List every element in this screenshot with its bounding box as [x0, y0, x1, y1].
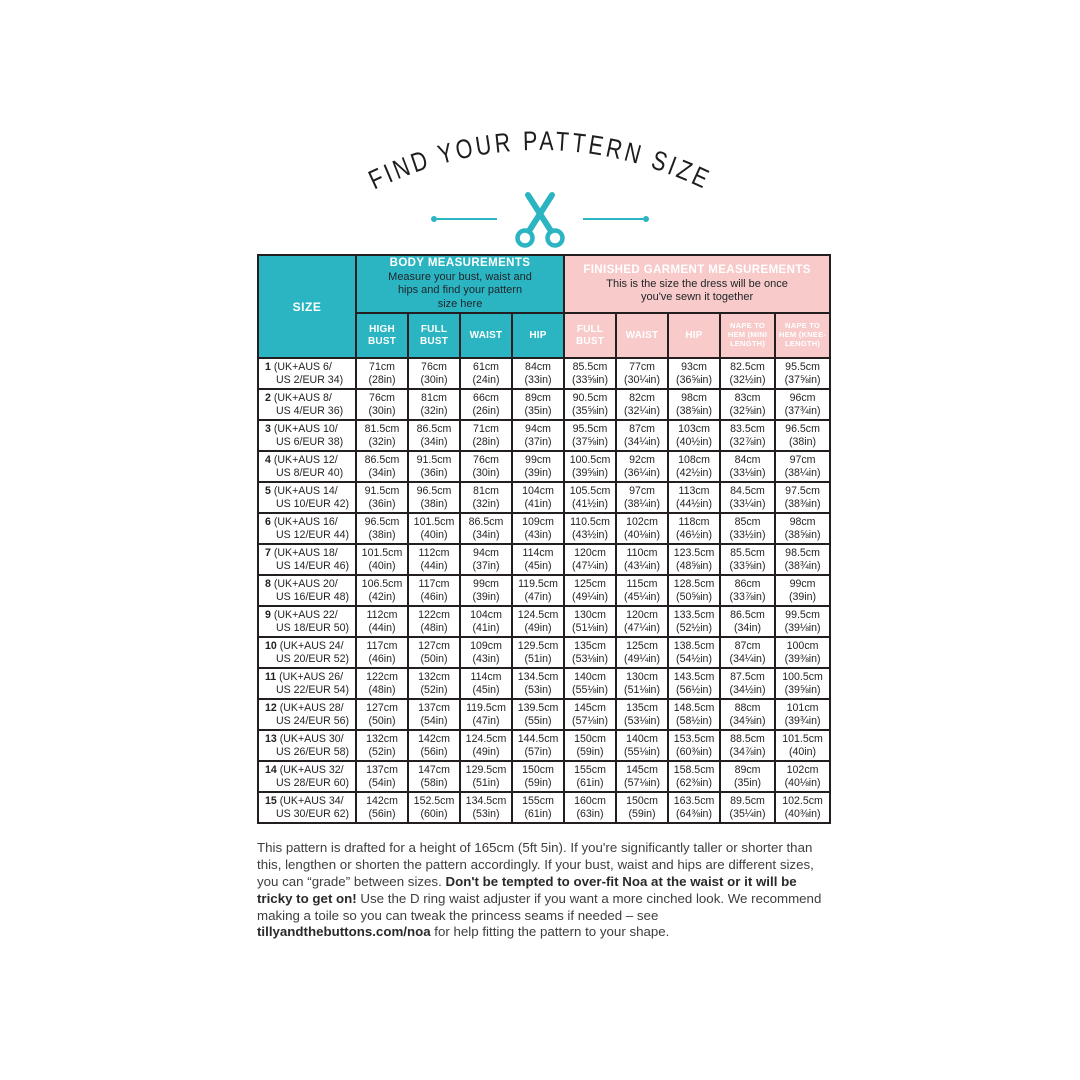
measurement-cell: 158.5cm (62⅜in): [668, 761, 720, 792]
measurement-cell: 103cm (40½in): [668, 420, 720, 451]
measurement-cell: 91.5cm (36in): [408, 451, 460, 482]
measurement-cell: 82cm (32¼in): [616, 389, 668, 420]
footnote-text-2: Use the D ring waist adjuster if you want a more cinched look. We recommend making a toile so you can tweak the princess seams if needed – see: [257, 890, 822, 923]
measurement-cell: 105.5cm (41½in): [564, 482, 616, 513]
measurement-cell: 140cm (55⅛in): [564, 668, 616, 699]
measurement-cell: 86.5cm (34in): [408, 420, 460, 451]
measurement-cell: 66cm (26in): [460, 389, 512, 420]
measurement-cell: 122cm (48in): [408, 606, 460, 637]
measurement-cell: 96.5cm (38in): [775, 420, 830, 451]
col-header-high-bust: HIGH BUST: [356, 313, 408, 358]
measurement-cell: 81.5cm (32in): [356, 420, 408, 451]
measurement-cell: 138.5cm (54½in): [668, 637, 720, 668]
measurement-cell: 95.5cm (37⅝in): [564, 420, 616, 451]
measurement-cell: 142cm (56in): [408, 730, 460, 761]
measurement-cell: 137cm (54in): [408, 699, 460, 730]
col-header-nape-knee: NAPE TO HEM (KNEE-LENGTH): [775, 313, 830, 358]
measurement-cell: 87cm (34¼in): [720, 637, 775, 668]
measurement-cell: 97cm (38¼in): [616, 482, 668, 513]
measurement-cell: 88cm (34⅝in): [720, 699, 775, 730]
body-group-subtitle: Measure your bust, waist and hips and find your pattern size here: [388, 271, 532, 310]
garment-group-title: FINISHED GARMENT MEASUREMENTS: [583, 263, 811, 276]
size-label: 1 (UK+AUS 6/ US 2/EUR 34): [258, 358, 356, 389]
scissors-icon: [513, 190, 567, 248]
divider-dot-right: [643, 216, 649, 222]
measurement-cell: 90.5cm (35⅝in): [564, 389, 616, 420]
measurement-cell: 101.5cm (40in): [775, 730, 830, 761]
divider-line-right: [583, 218, 643, 220]
measurement-cell: 114cm (45in): [512, 544, 564, 575]
measurement-cell: 84cm (33⅛in): [720, 451, 775, 482]
footnote-bold-warning: Don't be tempted to over-fit Noa at the waist or it will be tricky to get on!: [257, 873, 797, 906]
measurement-cell: 124.5cm (49in): [512, 606, 564, 637]
measurement-cell: 84cm (33in): [512, 358, 564, 389]
measurement-cell: 85.5cm (33⅝in): [564, 358, 616, 389]
measurement-cell: 104cm (41in): [512, 482, 564, 513]
table-row: [258, 420, 830, 451]
footnote-link-text: tillyandthebuttons.com/noa: [257, 924, 431, 940]
size-label: 9 (UK+AUS 22/ US 18/EUR 50): [258, 606, 356, 637]
table-row: [258, 358, 830, 389]
measurement-cell: 147cm (58in): [408, 761, 460, 792]
measurement-cell: 99cm (39in): [775, 575, 830, 606]
measurement-cell: 152.5cm (60in): [408, 792, 460, 823]
measurement-cell: 95.5cm (37⅝in): [775, 358, 830, 389]
size-label: 13 (UK+AUS 30/ US 26/EUR 58): [258, 730, 356, 761]
measurement-cell: 123.5cm (48⅝in): [668, 544, 720, 575]
measurement-cell: 130cm (51⅛in): [616, 668, 668, 699]
measurement-cell: 86.5cm (34in): [356, 451, 408, 482]
measurement-cell: 101.5cm (40in): [356, 544, 408, 575]
table-row: [258, 544, 830, 575]
measurement-cell: 71cm (28in): [356, 358, 408, 389]
measurement-cell: 125cm (49¼in): [564, 575, 616, 606]
measurement-cell: 110cm (43¼in): [616, 544, 668, 575]
measurement-cell: 113cm (44½in): [668, 482, 720, 513]
measurement-cell: 129.5cm (51in): [460, 761, 512, 792]
size-label: 5 (UK+AUS 14/ US 10/EUR 42): [258, 482, 356, 513]
garment-group-subtitle: This is the size the dress will be once you've sewn it together: [606, 277, 788, 303]
page-title: [364, 112, 720, 198]
measurement-cell: 89cm (35in): [512, 389, 564, 420]
measurement-cell: 98cm (38⅝in): [668, 389, 720, 420]
measurement-cell: 97.5cm (38⅜in): [775, 482, 830, 513]
size-label: 11 (UK+AUS 26/ US 22/EUR 54): [258, 668, 356, 699]
measurement-cell: 144.5cm (57in): [512, 730, 564, 761]
table-row: [258, 792, 830, 823]
measurement-cell: 102.5cm (40⅜in): [775, 792, 830, 823]
measurement-cell: 135cm (53⅛in): [564, 637, 616, 668]
measurement-cell: 86.5cm (34in): [720, 606, 775, 637]
measurement-cell: 145cm (57⅛in): [616, 761, 668, 792]
measurement-cell: 125cm (49¼in): [616, 637, 668, 668]
measurement-cell: 99.5cm (39⅛in): [775, 606, 830, 637]
measurement-cell: 155cm (61in): [512, 792, 564, 823]
measurement-cell: 133.5cm (52½in): [668, 606, 720, 637]
measurement-cell: 77cm (30¼in): [616, 358, 668, 389]
col-header-g-hip: HIP: [668, 313, 720, 358]
measurement-cell: 150cm (59in): [616, 792, 668, 823]
measurement-cell: 71cm (28in): [460, 420, 512, 451]
col-header-g-waist: WAIST: [616, 313, 668, 358]
measurement-cell: 97cm (38¼in): [775, 451, 830, 482]
measurement-cell: 101.5cm (40in): [408, 513, 460, 544]
measurement-cell: 86.5cm (34in): [460, 513, 512, 544]
measurement-cell: 119.5cm (47in): [512, 575, 564, 606]
measurement-cell: 150cm (59in): [564, 730, 616, 761]
size-label: 7 (UK+AUS 18/ US 14/EUR 46): [258, 544, 356, 575]
measurement-cell: 160cm (63in): [564, 792, 616, 823]
measurement-cell: 83.5cm (32⅞in): [720, 420, 775, 451]
measurement-cell: 100.5cm (39⅝in): [564, 451, 616, 482]
measurement-cell: 76cm (30in): [460, 451, 512, 482]
measurement-cell: 98cm (38⅝in): [775, 513, 830, 544]
measurement-cell: 118cm (46½in): [668, 513, 720, 544]
measurement-cell: 88.5cm (34⅞in): [720, 730, 775, 761]
measurement-cell: 98.5cm (38¾in): [775, 544, 830, 575]
measurement-cell: 85.5cm (33⅝in): [720, 544, 775, 575]
measurement-cell: 82.5cm (32½in): [720, 358, 775, 389]
measurement-cell: 100.5cm (39⅝in): [775, 668, 830, 699]
svg-text:FIND YOUR PATTERN SIZE: FIND YOUR PATTERN SIZE: [364, 125, 720, 198]
table-row: [258, 389, 830, 420]
table-row: [258, 761, 830, 792]
measurement-cell: 87cm (34¼in): [616, 420, 668, 451]
measurement-cell: 130cm (51⅛in): [564, 606, 616, 637]
garment-measurements-header: [564, 255, 830, 313]
body-group-title: BODY MEASUREMENTS: [389, 257, 531, 270]
measurement-cell: 143.5cm (56½in): [668, 668, 720, 699]
measurement-cell: 102cm (40⅛in): [775, 761, 830, 792]
measurement-cell: 115cm (45¼in): [616, 575, 668, 606]
measurement-cell: 120cm (47¼in): [564, 544, 616, 575]
measurement-cell: 112cm (44in): [408, 544, 460, 575]
measurement-cell: 148.5cm (58½in): [668, 699, 720, 730]
measurement-cell: 94cm (37in): [512, 420, 564, 451]
measurement-cell: 106.5cm (42in): [356, 575, 408, 606]
measurement-cell: 76cm (30in): [408, 358, 460, 389]
measurement-cell: 89cm (35in): [720, 761, 775, 792]
measurement-cell: 150cm (59in): [512, 761, 564, 792]
table-row: [258, 575, 830, 606]
measurement-cell: 135cm (53⅛in): [616, 699, 668, 730]
measurement-cell: 104cm (41in): [460, 606, 512, 637]
measurement-cell: 61cm (24in): [460, 358, 512, 389]
size-label: 2 (UK+AUS 8/ US 4/EUR 36): [258, 389, 356, 420]
measurement-cell: 128.5cm (50⅝in): [668, 575, 720, 606]
measurement-cell: 84.5cm (33¼in): [720, 482, 775, 513]
body-measurements-header: [356, 255, 564, 313]
measurement-cell: 81cm (32in): [408, 389, 460, 420]
table-row: [258, 606, 830, 637]
measurement-cell: 87.5cm (34½in): [720, 668, 775, 699]
measurement-cell: 109cm (43in): [512, 513, 564, 544]
table-row: [258, 637, 830, 668]
measurement-cell: 109cm (43in): [460, 637, 512, 668]
size-label: 3 (UK+AUS 10/ US 6/EUR 38): [258, 420, 356, 451]
measurement-cell: 86cm (33⅞in): [720, 575, 775, 606]
measurement-cell: 96cm (37¾in): [775, 389, 830, 420]
measurement-cell: 76cm (30in): [356, 389, 408, 420]
measurement-cell: 124.5cm (49in): [460, 730, 512, 761]
measurement-cell: 122cm (48in): [356, 668, 408, 699]
measurement-cell: 89.5cm (35¼in): [720, 792, 775, 823]
measurement-cell: 117cm (46in): [356, 637, 408, 668]
measurement-cell: 145cm (57⅛in): [564, 699, 616, 730]
group-header-row: [258, 255, 830, 313]
measurement-cell: 94cm (37in): [460, 544, 512, 575]
measurement-cell: 155cm (61in): [564, 761, 616, 792]
measurement-cell: 139.5cm (55in): [512, 699, 564, 730]
col-header-hip: HIP: [512, 313, 564, 358]
measurement-cell: 153.5cm (60⅜in): [668, 730, 720, 761]
table-row: [258, 699, 830, 730]
measurement-cell: 134.5cm (53in): [512, 668, 564, 699]
measurement-cell: 132cm (52in): [356, 730, 408, 761]
measurement-cell: 91.5cm (36in): [356, 482, 408, 513]
table-row: [258, 730, 830, 761]
measurement-cell: 132cm (52in): [408, 668, 460, 699]
divider-line-left: [437, 218, 497, 220]
col-header-full-bust: FULL BUST: [408, 313, 460, 358]
size-label: 4 (UK+AUS 12/ US 8/EUR 40): [258, 451, 356, 482]
measurement-cell: 127cm (50in): [356, 699, 408, 730]
size-chart-table: [257, 254, 831, 824]
measurement-cell: 99cm (39in): [460, 575, 512, 606]
size-label: 14 (UK+AUS 32/ US 28/EUR 60): [258, 761, 356, 792]
measurement-cell: 112cm (44in): [356, 606, 408, 637]
table-row: [258, 482, 830, 513]
col-header-waist: WAIST: [460, 313, 512, 358]
footnote: [257, 840, 823, 941]
size-label: 15 (UK+AUS 34/ US 30/EUR 62): [258, 792, 356, 823]
table-row: [258, 451, 830, 482]
measurement-cell: 108cm (42½in): [668, 451, 720, 482]
measurement-cell: 85cm (33½in): [720, 513, 775, 544]
measurement-cell: 83cm (32⅝in): [720, 389, 775, 420]
measurement-cell: 101cm (39¾in): [775, 699, 830, 730]
measurement-cell: 120cm (47¼in): [616, 606, 668, 637]
col-header-g-full-bust: FULL BUST: [564, 313, 616, 358]
measurement-cell: 137cm (54in): [356, 761, 408, 792]
table-row: [258, 668, 830, 699]
footnote-text-1: This pattern is drafted for a height of 165cm (5ft 5in). If you're significantly taller or shorter than this, lengthen or shorten the pattern accordingly. If your bust, waist and hips are different sizes, you can “grade” between sizes.: [257, 840, 814, 889]
measurement-cell: 117cm (46in): [408, 575, 460, 606]
size-label: 10 (UK+AUS 24/ US 20/EUR 52): [258, 637, 356, 668]
measurement-cell: 81cm (32in): [460, 482, 512, 513]
size-table-body: [258, 358, 830, 823]
size-label: 8 (UK+AUS 20/ US 16/EUR 48): [258, 575, 356, 606]
measurement-cell: 140cm (55⅛in): [616, 730, 668, 761]
measurement-cell: 102cm (40⅛in): [616, 513, 668, 544]
measurement-cell: 127cm (50in): [408, 637, 460, 668]
size-column-header: SIZE: [258, 255, 356, 358]
measurement-cell: 134.5cm (53in): [460, 792, 512, 823]
measurement-cell: 93cm (36⅝in): [668, 358, 720, 389]
footnote-text-3: for help fitting the pattern to your shape.: [430, 924, 670, 940]
measurement-cell: 163.5cm (64⅜in): [668, 792, 720, 823]
measurement-cell: 96.5cm (38in): [356, 513, 408, 544]
measurement-cell: 129.5cm (51in): [512, 637, 564, 668]
measurement-cell: 99cm (39in): [512, 451, 564, 482]
measurement-cell: 96.5cm (38in): [408, 482, 460, 513]
table-row: [258, 513, 830, 544]
col-header-nape-mini: NAPE TO HEM (MINI LENGTH): [720, 313, 775, 358]
measurement-cell: 100cm (39⅜in): [775, 637, 830, 668]
size-label: 6 (UK+AUS 16/ US 12/EUR 44): [258, 513, 356, 544]
measurement-cell: 142cm (56in): [356, 792, 408, 823]
scissors-divider: [257, 190, 823, 248]
measurement-cell: 92cm (36¼in): [616, 451, 668, 482]
size-label: 12 (UK+AUS 28/ US 24/EUR 56): [258, 699, 356, 730]
measurement-cell: 119.5cm (47in): [460, 699, 512, 730]
measurement-cell: 114cm (45in): [460, 668, 512, 699]
measurement-cell: 110.5cm (43½in): [564, 513, 616, 544]
